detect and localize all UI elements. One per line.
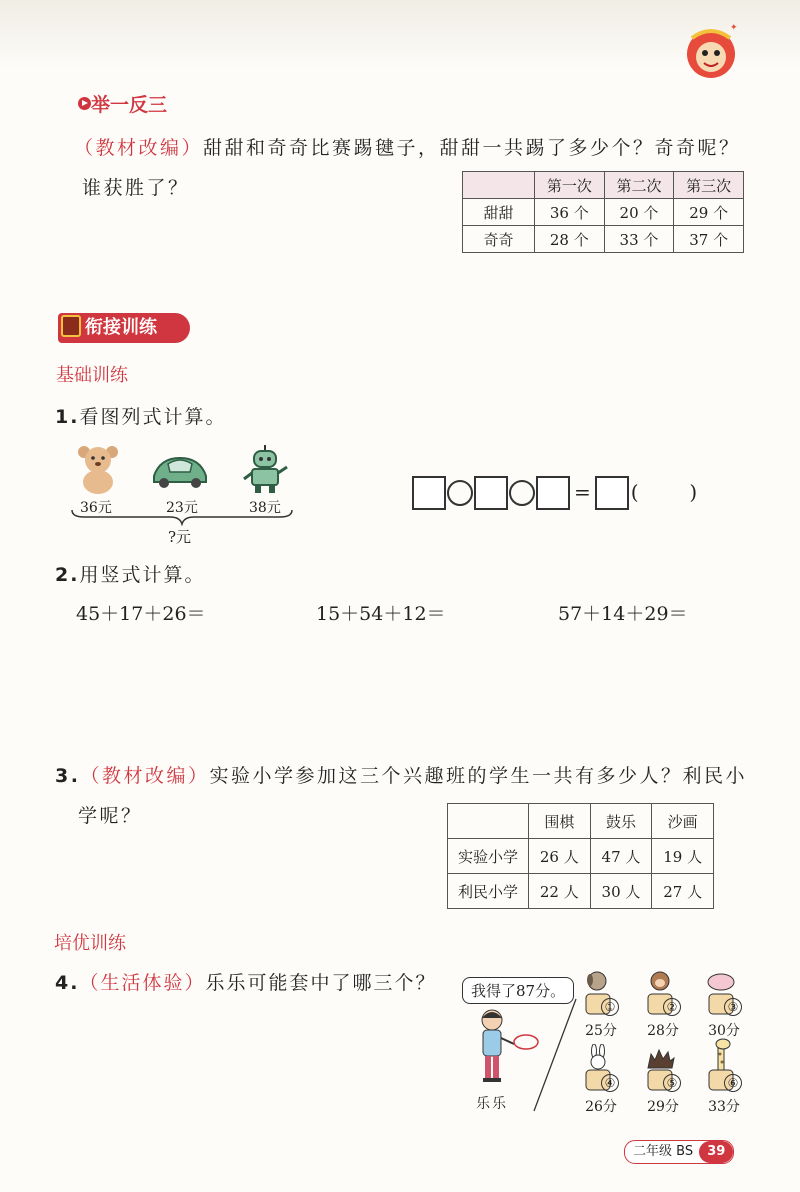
boy-name: 乐乐 <box>476 1096 508 1112</box>
play-icon <box>78 97 91 110</box>
section-banner-text: 衔接训练 <box>85 317 157 338</box>
q3-table: 围棋 鼓乐 沙画 实验小学 26 人 47 人 19 人 利民小学 22 人 30 人 27 人 <box>447 803 714 909</box>
total-price: ?元 <box>168 528 192 546</box>
target-4[interactable]: ④ 26分 <box>571 1044 631 1116</box>
q3-question: 3.（教材改编）实验小学参加这三个兴趣班的学生一共有多少人？利民小 学呢？ <box>55 765 747 827</box>
robot-icon <box>240 443 290 499</box>
example-question-line2: 谁获胜了？ <box>82 177 190 199</box>
page-number: 39 <box>699 1141 733 1163</box>
price-car: 23元 <box>166 500 198 516</box>
target-2[interactable]: ② 28分 <box>633 968 693 1040</box>
equals-sign: = <box>574 479 591 504</box>
page-footer <box>624 1140 734 1164</box>
speech-text: 我得了87分。 <box>471 982 566 1000</box>
footer-edition: BS <box>676 1144 694 1159</box>
toy-car-icon <box>150 452 210 494</box>
blank-box-result[interactable] <box>595 476 629 510</box>
example-tag: （教材改编） <box>74 137 204 159</box>
blank-box-2[interactable] <box>474 476 508 510</box>
target-1[interactable]: ① 25分 <box>571 968 631 1040</box>
q2-title: 2.用竖式计算。 <box>55 564 206 586</box>
svg-text:✦: ✦ <box>730 23 738 33</box>
advanced-training-label: 培优训练 <box>54 933 126 954</box>
drum-icon <box>61 315 81 337</box>
q2-expr-3: 57＋14＋29＝ <box>558 603 688 625</box>
q2-expr-2: 15＋54＋12＝ <box>316 603 446 625</box>
blank-box-3[interactable] <box>536 476 570 510</box>
price-teddy: 36元 <box>80 500 112 516</box>
q1-title: 1.看图列式计算。 <box>55 406 227 428</box>
q2-expr-1: 45＋17＋26＝ <box>76 603 206 625</box>
target-5[interactable]: ⑤ 29分 <box>633 1044 693 1116</box>
blank-box-1[interactable] <box>412 476 446 510</box>
example-question-line1: 甜甜和奇奇比赛踢毽子，甜甜一共踢了多少个？奇奇呢？ <box>203 137 741 159</box>
teddy-bear-icon <box>76 443 120 499</box>
footer-grade: 二年级 <box>633 1144 673 1159</box>
example-heading <box>78 90 167 117</box>
blank-operator-1[interactable] <box>447 480 473 506</box>
q4-question: 4.（生活体验）乐乐可能套中了哪三个？ <box>55 972 437 994</box>
price-robot: 38元 <box>249 500 281 516</box>
target-3[interactable]: ③ 30分 <box>694 968 754 1040</box>
section-banner <box>58 313 190 343</box>
example-heading-text: 举一反三 <box>91 94 168 116</box>
example-table: 第一次 第二次 第三次 甜甜 36 个 20 个 29 个 奇奇 28 个 33 个 37 个 <box>462 171 744 253</box>
unit-blank[interactable]: ( ) <box>630 479 698 504</box>
top-band <box>0 0 800 70</box>
equation-blanks <box>412 476 697 510</box>
basic-training-label: 基础训练 <box>56 365 128 386</box>
mascot-icon <box>682 22 740 84</box>
target-6[interactable]: ⑥ 33分 <box>694 1036 754 1116</box>
blank-operator-2[interactable] <box>509 480 535 506</box>
